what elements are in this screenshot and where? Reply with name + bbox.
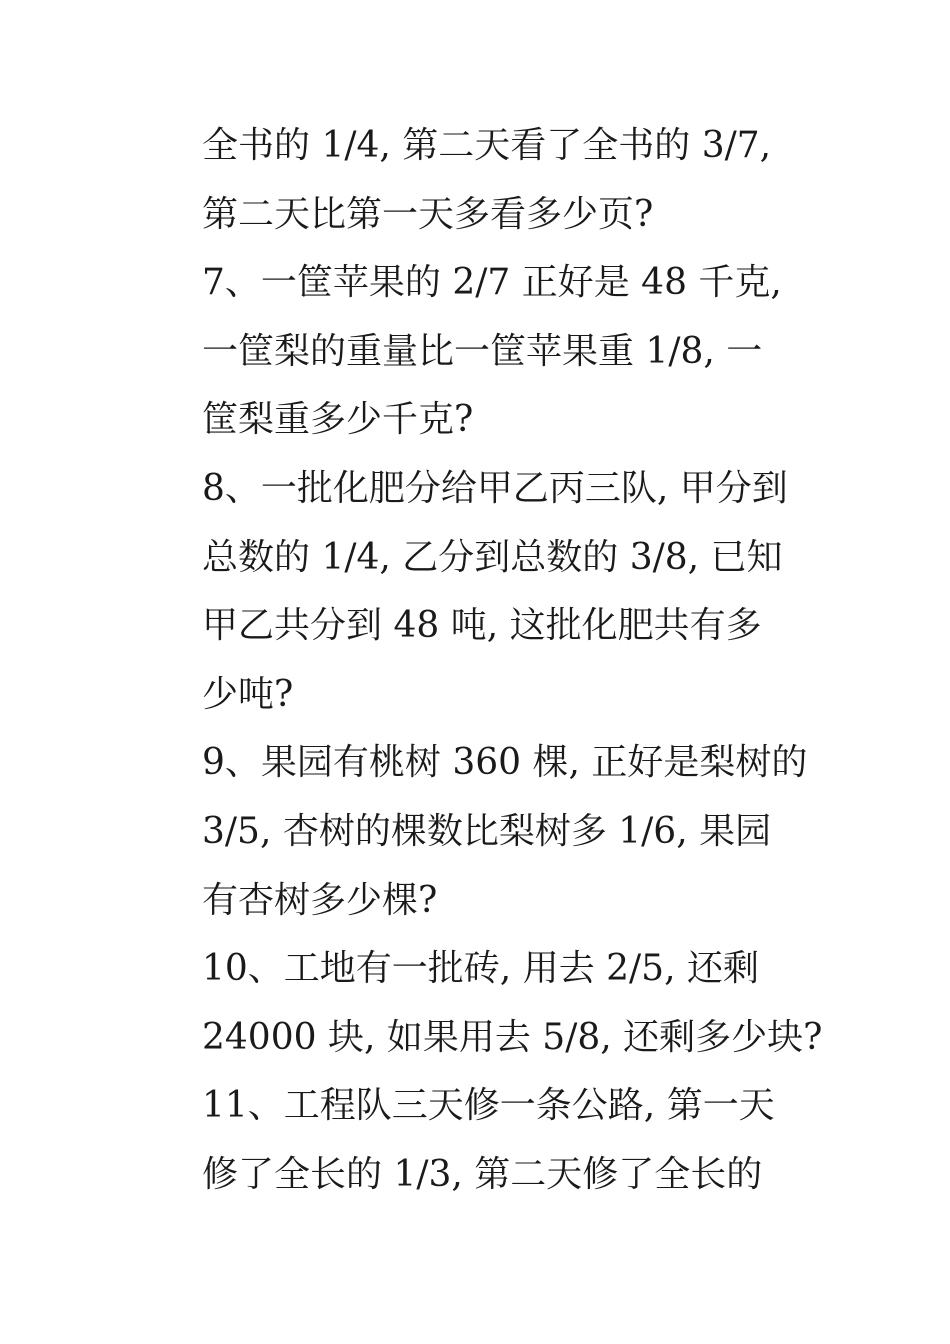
text-line: 11、工程队三天修一条公路, 第一天 [202,1085,775,1127]
text-line: 修了全长的 1/3, 第二天修了全长的 [202,1153,763,1195]
text-line: 3/5, 杏树的棵数比梨树多 1/6, 果园 [202,810,772,852]
text-line: 有杏树多少棵? [202,879,438,921]
text-line: 8、一批化肥分给甲乙丙三队, 甲分到 [202,467,788,509]
problem-text [202,112,842,1210]
text-line: 全书的 1/4, 第二天看了全书的 3/7, [202,125,772,166]
text-line: 24000 块, 如果用去 5/8, 还剩多少块? [202,1016,823,1058]
text-line: 一筐梨的重量比一筐苹果重 1/8, 一 [202,330,763,372]
text-line: 7、一筐苹果的 2/7 正好是 48 千克, [202,262,782,304]
text-line: 筐梨重多少千克? [202,399,474,441]
text-line: 甲乙共分到 48 吨, 这批化肥共有多 [202,605,762,647]
text-line: 总数的 1/4, 乙分到总数的 3/8, 已知 [202,536,783,578]
text-line: 10、工地有一批砖, 用去 2/5, 还剩 [202,948,759,990]
text-line: 9、果园有桃树 360 棵, 正好是梨树的 [202,742,808,784]
text-line: 少吨? [202,673,294,715]
text-line: 第二天比第一天多看多少页? [202,193,654,235]
